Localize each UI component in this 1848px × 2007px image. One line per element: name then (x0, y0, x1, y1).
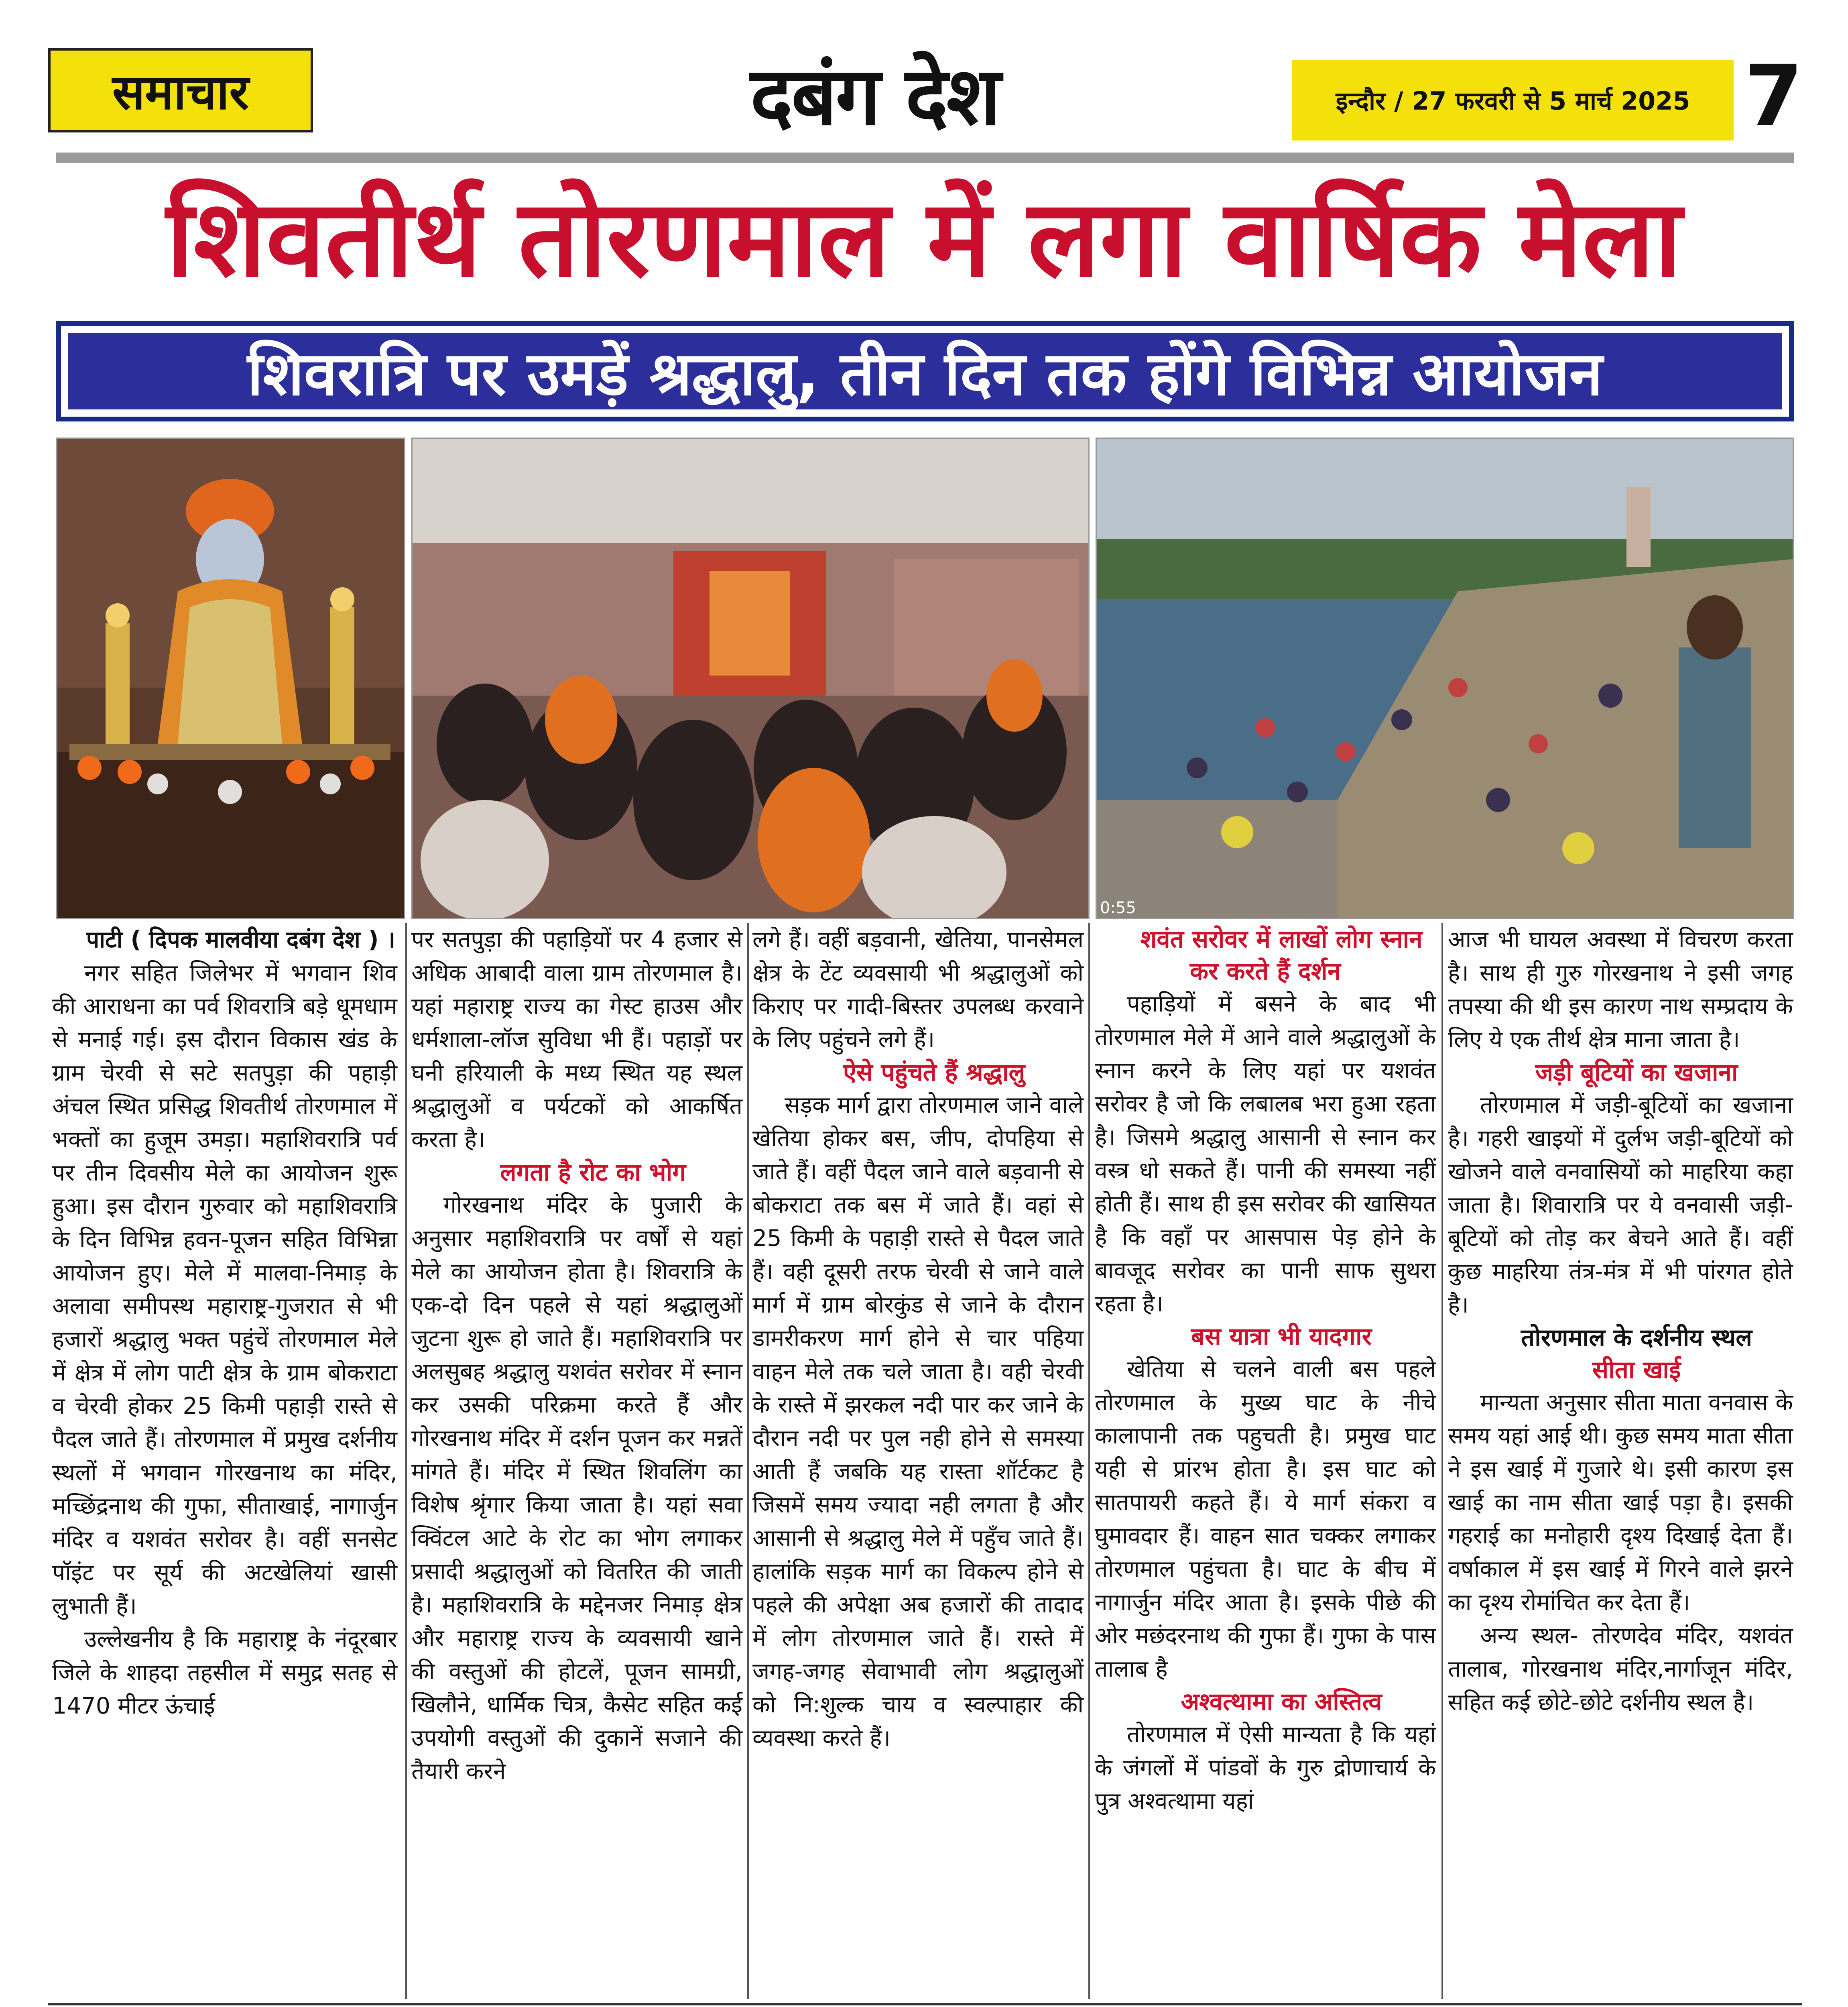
paragraph: गोरखनाथ मंदिर के पुजारी के अनुसार महाशिवरात्रि पर वर्षों से यहां मेले का आयोजन होता है। शिवरात्रि के एक-दो दिन पहले से यहां श्रद्धालुओं जुटना शुरू हो जाते हैं। महाशिवरात्रि पर अलसुबह श्रद्धालु यशवंत सरोवर में स्नान कर उसकी परिक्रमा करते हैं और गोरखनाथ मंदिर में दर्शन पूजन कर मन्नतें मांगते हैं। मंदिर में स्थित शिवलिंग का विशेष श्रृंगार किया जाता है। यहां सवा क्विंटल आटे के रोट का भोग लगाकर प्रसादी श्रद्धालुओं को वितरित की जाती है। महाशिवरात्रि के मद्देनजर निमाड़ क्षेत्र और महाराष्ट्र राज्य के व्यवसायी खाने की वस्तुओं की होटलें, पूजन सामग्री, खिलौने, धार्मिक चित्र, कैसेट सहित कई उपयोगी वस्तुओं की दुकानें सजाने की तैयारी करने (411, 1192, 742, 1785)
paragraph: खेतिया से चलने वाली बस पहले तोरणमाल के मुख्य घाट के नीचे कालापानी तक पहुचती है। प्रमुख घाट यही से प्रांरभ होता है। इस घाट को सातपायरी कहते हैं। ये मार्ग संकरा व घुमावदार हैं। वाहन सात चक्कर लगाकर तोरणमाल पहुंचता है। घाट के बीच में नागार्जुन मंदिर आता है। इसके पीछे की ओर मछंदरनाथ की गुफा हैं। गुफा के पास तालाब है (1095, 1356, 1436, 1682)
story1-column-2 (411, 923, 742, 1788)
header-rule (56, 153, 1794, 163)
paragraph: पर सतपुड़ा की पहाड़ियों पर 4 हजार से अधिक आबादी वाला ग्राम तोरणमाल है। यहां महाराष्ट्र राज्य का गेस्ट हाउस और धर्मशाला-लॉज सुविधा भी हैं। पहाड़ों पर घनी हरियाली के मध्य स्थित यह स्थल श्रद्धालुओं व पर्यटकों को आकर्षित करता है। (411, 926, 742, 1153)
section-label: समाचार (48, 48, 313, 132)
story1-column-3 (752, 923, 1084, 1755)
subheadline: शिवरात्रि पर उमड़ें श्रद्धालु, तीन दिन तक होंगे विभिन्न आयोजन (68, 333, 1782, 409)
photo-timestamp: 0:55 (1100, 899, 1136, 917)
paragraph: तोरणमाल में जड़ी-बूटियों का खजाना है। गहरी खाइयों में दुर्लभ जड़ी-बूटियों को खोजने वाले वनवासियों को माहरिया कहा जाता है। शिवारात्रि पर ये वनवासी जड़ी-बूटियों को तोड़ कर बेचने आते हैं। वहीं कुछ माहरिया तंत्र-मंत्र में भी पांरगत होते है। (1448, 1092, 1793, 1318)
byline: पाटी ( दिपक मालवीया दबंग देश ) । (86, 926, 396, 953)
subheading-sarovar: शवंत सरोवर में लाखों लोग स्नान कर करते हैं दर्शन (1140, 925, 1423, 985)
column-divider (1441, 923, 1443, 1999)
subheading-bus: बस यात्रा भी यादगार (1191, 1323, 1372, 1351)
column-divider (405, 923, 407, 1999)
photo-lake-crowd (1096, 438, 1794, 919)
paragraph: आज भी घायल अवस्था में विचरण करता है। साथ ही गुरु गोरखनाथ ने इसी जगह तपस्या की थी इस कारण नाथ सम्प्रदाय के लिए ये एक तीर्थ क्षेत्र माना जाता है। (1448, 926, 1793, 1053)
paragraph: पहाड़ियों में बसने के बाद भी तोरणमाल मेले में आने वाले श्रद्धालुओं के स्नान करने के लिए यहां पर यशवंत सरोवर है जो कि लबालब भरा हुआ रहता है। जिसमे श्रद्धालु आसानी से स्नान कर वस्त्र धो सकते हैं। पानी की समस्या नहीं होती हैं। साथ ही इस सरोवर की खासियत है कि वहाँ पर आसपास पेड़ होने के बावजूद सरोवर का पानी साफ सुथरा रहता है। (1095, 991, 1436, 1317)
subheading-sita: सीता खाई (1592, 1356, 1681, 1384)
page-number: 7 (1744, 47, 1803, 145)
paragraph: तोरणमाल में ऐसी मान्यता है कि यहां के जंगलों में पांडवों के गुरु द्रोणाचार्य के पुत्र अश्वत्थामा यहां (1095, 1721, 1436, 1814)
photo-deity-idol (56, 438, 405, 919)
paragraph: मान्यता अनुसार सीता माता वनवास के समय यहां आई थी। कुछ समय माता सीता ने इस खाई में गुजारे थे। इसी कारण इस खाई का नाम सीता खाई पड़ा है। इसकी गहराई का मनोहारी दृश्य दिखाई देता हैं। वर्षाकाल में इस खाई में गिरने वाले झरने का दृश्य रोमांचित कर देता हैं। (1448, 1389, 1793, 1616)
headline: शिवतीर्थ तोरणमाल में लगा वार्षिक मेला (166, 177, 1682, 301)
story1-column-4 (1095, 923, 1436, 1818)
paragraph: उल्लेखनीय है कि महाराष्ट्र के नंदूरबार जिले के शाहदा तहसील में समुद्र सतह से 1470 मीटर ऊंचाई (52, 1626, 397, 1719)
subheadline-box (56, 321, 1794, 421)
story1-column-5 (1448, 923, 1793, 1719)
paragraph: नगर सहित जिलेभर में भगवान शिव की आराधना का पर्व शिवरात्रि बड़े धूमधाम से मनाई गई। इस दौरान विकास खंड के ग्राम चेरवी से सटे सतपुड़ा की पहाड़ी अंचल स्थित प्रसिद्ध शिवतीर्थ तोरणमाल में भक्तों का हुजूम उमड़ा। महाशिवरात्रि पर्व पर तीन दिवसीय मेले का आयोजन शुरू हुआ। इस दौरान गुरुवार को महाशिवरात्रि के दिन विभिन्न हवन-पूजन सहित विभिन्ना आयोजन हुए। मेले में मालवा-निमाड़ के अलावा समीपस्थ महाराष्ट्र-गुजरात से भी हजारों श्रद्धालु भक्त पहुंचें तोरणमाल मेले में क्षेत्र में लोग पाटी क्षेत्र के ग्राम बोकराटा व चेरवी होकर 25 किमी पहाड़ी रास्ते से पैदल जाते हैं। तोरणमाल में प्रमुख दर्शनीय स्थलों में भगवान गोरखनाथ का मंदिर, मच्छिंद्रनाथ की गुफा, सीताखाई, नागार्जुन मंदिर व यशवंत सरोवर है। वहीं सनसेट पॉइंट पर सूर्य की अटखेलियां खासी लुभाती हैं। (52, 960, 397, 1619)
masthead: दबंग देश (750, 49, 1000, 143)
column-divider (1088, 923, 1090, 1999)
photo-temple-crowd (411, 438, 1090, 919)
subheading-herbs: जड़ी बूटियों का खजाना (1535, 1058, 1738, 1087)
dateline: इन्दौर / 27 फरवरी से 5 मार्च 2025 (1292, 60, 1734, 140)
paragraph: अन्य स्थल- तोरणदेव मंदिर, यशवंत तालाब, गोरखनाथ मंदिर,नार्गाजून मंदिर, सहित कई छोटे-छोटे दर्शनीय स्थल है। (1448, 1622, 1793, 1716)
subheading-rot: लगता है रोट का भोग (500, 1158, 686, 1187)
subheading-ashwatthama: अश्वत्थामा का अस्तित्व (1181, 1688, 1382, 1716)
subheading-reach: ऐसे पहुंचते हैं श्रद्धालु (843, 1058, 1025, 1087)
paragraph: लगे हैं। वहीं बड़वानी, खेतिया, पानसेमल क्षेत्र के टेंट व्यवसायी भी श्रद्धालुओं को किराए पर गादी-बिस्तर उपलब्ध करवाने के लिए पहुंचने लगे हैं। (752, 926, 1084, 1053)
subheading-places: तोरणमाल के दर्शनीय स्थल (1521, 1324, 1752, 1352)
story1-column-1 (52, 923, 397, 1723)
paragraph: सड़क मार्ग द्वारा तोरणमाल जाने वाले खेतिया होकर बस, जीप, दोपहिया से जाते हैं। वहीं पैदल जाने वाले बड़वानी से बोकराटा तक बस में जाते हैं। वहां से 25 किमी के पहाड़ी रास्ते से पैदल जाते हैं। वही दूसरी तरफ चेरवी से जाने वाले मार्ग में ग्राम बोरकुंड से जाने के दौरान डामरीकरण मार्ग होने से चार पहिया वाहन मेले तक चले जाता है। वही चेरवी के रास्ते में झरकल नदी पार कर जाने के दौरान नदी पर पुल नही होने से समस्या आती हैं जबकि यह रास्ता शॉर्टकट है जिसमें समय ज्यादा नही लगता है और आसानी से श्रद्धालु मेले में पहुँच जाते हैं। हालांकि सड़क मार्ग का विकल्प होने से पहले की अपेक्षा अब हजारों की तादाद में लोग तोरणमाल जाते हैं। रास्ते में जगह-जगह सेवाभावी लोग श्रद्धालुओं को नि:शुल्क चाय व स्वल्पाहार की व्यवस्था करते हैं। (752, 1092, 1084, 1751)
column-divider (747, 923, 749, 1999)
story-separator (48, 2003, 1802, 2005)
